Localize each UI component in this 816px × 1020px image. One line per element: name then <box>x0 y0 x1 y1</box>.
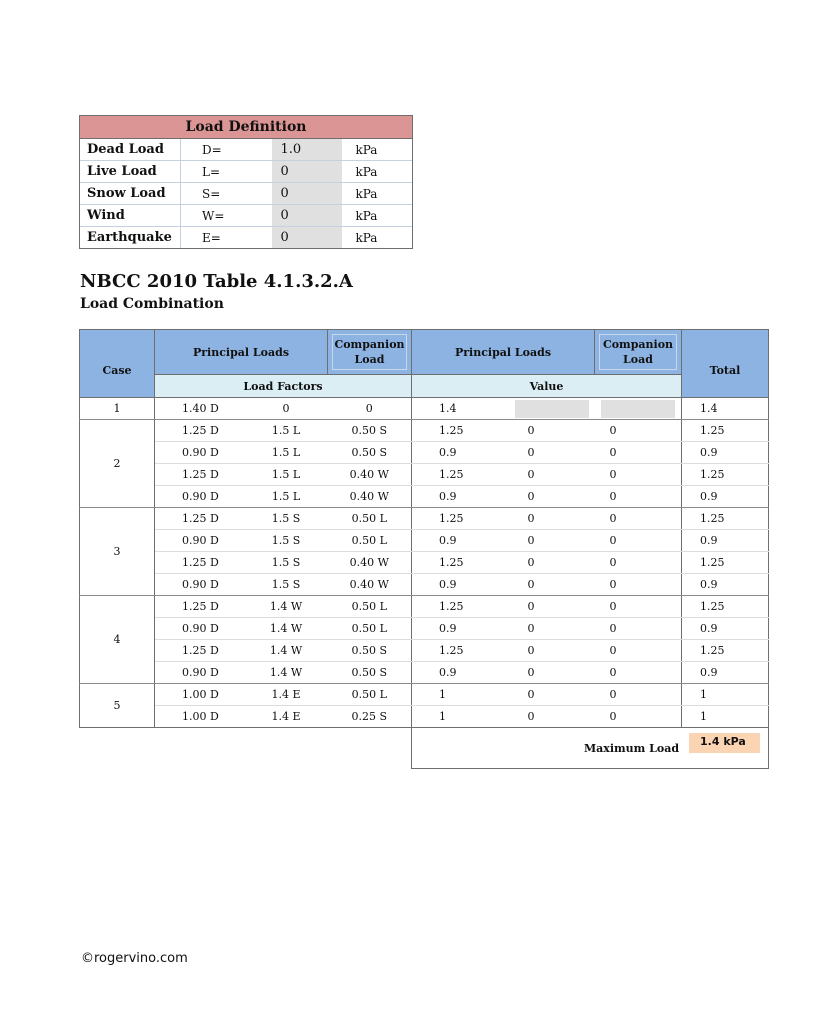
factor-companion: 0.50 L <box>328 618 412 640</box>
page-subtitle: Load Combination <box>80 296 224 312</box>
load-value: 0 <box>272 161 342 183</box>
factor-principal: 1.4 W <box>245 662 328 684</box>
total-value: 1.25 <box>682 596 769 618</box>
factor-dead: 1.25 D <box>155 640 245 662</box>
table-row <box>80 574 769 596</box>
value-dead: 1.25 <box>412 420 509 442</box>
total-value: 0.9 <box>682 486 769 508</box>
load-value: 1.0 <box>272 139 342 161</box>
value-companion: 0 <box>595 464 682 486</box>
maximum-load-value: 1.4 kPa <box>689 733 760 753</box>
total-value: 0.9 <box>682 618 769 640</box>
value-dead: 0.9 <box>412 442 509 464</box>
factor-companion: 0.50 S <box>328 662 412 684</box>
value-principal: 0 <box>509 508 595 530</box>
factor-principal: 1.5 S <box>245 508 328 530</box>
factor-principal: 1.5 S <box>245 530 328 552</box>
companion-load-header-label: Companion Load <box>332 334 407 370</box>
factor-dead: 1.00 D <box>155 684 245 706</box>
factor-principal: 0 <box>245 398 328 420</box>
factor-dead: 0.90 D <box>155 442 245 464</box>
factor-companion: 0.50 L <box>328 530 412 552</box>
value-companion: 0 <box>595 684 682 706</box>
case-number: 5 <box>80 684 155 728</box>
factor-dead: 0.90 D <box>155 530 245 552</box>
load-symbol: W= <box>181 205 272 227</box>
table-row <box>80 398 769 420</box>
factor-companion: 0.50 S <box>328 442 412 464</box>
table-row <box>80 596 769 618</box>
value-dead: 0.9 <box>412 574 509 596</box>
value-principal: 0 <box>509 662 595 684</box>
maximum-load-box <box>411 728 769 769</box>
principal-loads-value-header: Principal Loads <box>412 330 595 375</box>
case-number: 4 <box>80 596 155 684</box>
factor-companion: 0.40 W <box>328 552 412 574</box>
load-value: 0 <box>272 205 342 227</box>
value-dead: 1.25 <box>412 640 509 662</box>
case-number: 3 <box>80 508 155 596</box>
load-definition-table <box>79 115 413 249</box>
value-header: Value <box>412 375 682 398</box>
total-value: 1.25 <box>682 420 769 442</box>
factor-principal: 1.5 L <box>245 486 328 508</box>
factor-dead: 0.90 D <box>155 574 245 596</box>
factor-principal: 1.5 L <box>245 420 328 442</box>
load-unit: kPa <box>342 139 413 161</box>
value-principal: 0 <box>509 640 595 662</box>
table-row <box>80 552 769 574</box>
load-unit: kPa <box>342 183 413 205</box>
load-symbol: S= <box>181 183 272 205</box>
factor-principal: 1.4 W <box>245 596 328 618</box>
factor-dead: 0.90 D <box>155 662 245 684</box>
load-unit: kPa <box>342 205 413 227</box>
factor-principal: 1.5 L <box>245 442 328 464</box>
factor-principal: 1.4 E <box>245 706 328 728</box>
table-row <box>80 684 769 706</box>
value-companion: 0 <box>595 420 682 442</box>
maximum-load-label: Maximum Load <box>584 742 680 755</box>
factor-principal: 1.4 W <box>245 618 328 640</box>
value-companion: 0 <box>595 640 682 662</box>
factor-dead: 0.90 D <box>155 618 245 640</box>
value-dead: 1.25 <box>412 464 509 486</box>
load-name: Snow Load <box>80 183 181 205</box>
value-companion-empty <box>595 398 682 420</box>
value-principal: 0 <box>509 706 595 728</box>
factor-principal: 1.4 E <box>245 684 328 706</box>
table-row <box>80 464 769 486</box>
table-row <box>80 486 769 508</box>
value-principal: 0 <box>509 486 595 508</box>
factor-dead: 1.25 D <box>155 552 245 574</box>
companion-load-header <box>328 330 412 375</box>
case-number: 2 <box>80 420 155 508</box>
table-row <box>80 618 769 640</box>
factor-principal: 1.5 S <box>245 574 328 596</box>
copyright-notice: ©rogervino.com <box>81 951 188 966</box>
factor-dead: 1.40 D <box>155 398 245 420</box>
value-dead: 1.25 <box>412 552 509 574</box>
value-dead: 1 <box>412 706 509 728</box>
load-name: Wind <box>80 205 181 227</box>
value-companion: 0 <box>595 596 682 618</box>
table-row <box>80 420 769 442</box>
factor-companion: 0.50 L <box>328 596 412 618</box>
total-value: 1 <box>682 684 769 706</box>
total-value: 0.9 <box>682 662 769 684</box>
value-companion: 0 <box>595 552 682 574</box>
factor-dead: 0.90 D <box>155 486 245 508</box>
value-dead: 1.25 <box>412 508 509 530</box>
value-companion: 0 <box>595 508 682 530</box>
value-companion: 0 <box>595 486 682 508</box>
factor-companion: 0.50 L <box>328 508 412 530</box>
value-principal: 0 <box>509 552 595 574</box>
factor-companion: 0.40 W <box>328 464 412 486</box>
load-symbol: E= <box>181 227 272 249</box>
factor-companion: 0.50 S <box>328 640 412 662</box>
value-principal: 0 <box>509 420 595 442</box>
value-companion: 0 <box>595 574 682 596</box>
empty-value-shade <box>601 400 676 418</box>
table-row <box>80 706 769 728</box>
total-value: 1.25 <box>682 552 769 574</box>
case-header: Case <box>80 330 155 398</box>
load-name: Dead Load <box>80 139 181 161</box>
value-dead: 0.9 <box>412 618 509 640</box>
total-value: 1.4 <box>682 398 769 420</box>
load-unit: kPa <box>342 227 413 249</box>
total-value: 1.25 <box>682 640 769 662</box>
empty-value-shade <box>515 400 589 418</box>
load-definition-title: Load Definition <box>80 116 413 139</box>
factor-dead: 1.00 D <box>155 706 245 728</box>
factor-companion: 0.40 W <box>328 574 412 596</box>
load-definition-row <box>80 227 413 249</box>
value-companion: 0 <box>595 442 682 464</box>
load-value: 0 <box>272 227 342 249</box>
factor-dead: 1.25 D <box>155 596 245 618</box>
value-companion: 0 <box>595 530 682 552</box>
load-combination-table <box>79 329 769 728</box>
value-principal-empty <box>509 398 595 420</box>
total-header: Total <box>682 330 769 398</box>
factor-principal: 1.4 W <box>245 640 328 662</box>
value-dead: 0.9 <box>412 530 509 552</box>
value-principal: 0 <box>509 530 595 552</box>
value-dead: 1.4 <box>412 398 509 420</box>
load-factors-header: Load Factors <box>155 375 412 398</box>
total-value: 0.9 <box>682 442 769 464</box>
factor-companion: 0.40 W <box>328 486 412 508</box>
load-name: Earthquake <box>80 227 181 249</box>
factor-dead: 1.25 D <box>155 420 245 442</box>
page-title: NBCC 2010 Table 4.1.3.2.A <box>80 271 353 292</box>
load-definition-row <box>80 139 413 161</box>
factor-companion: 0.25 S <box>328 706 412 728</box>
value-dead: 1.25 <box>412 596 509 618</box>
table-row <box>80 662 769 684</box>
total-value: 0.9 <box>682 574 769 596</box>
value-principal: 0 <box>509 464 595 486</box>
total-value: 1.25 <box>682 464 769 486</box>
value-principal: 0 <box>509 596 595 618</box>
load-definition-row <box>80 205 413 227</box>
total-value: 0.9 <box>682 530 769 552</box>
factor-companion: 0.50 S <box>328 420 412 442</box>
load-definition-row <box>80 183 413 205</box>
value-principal: 0 <box>509 618 595 640</box>
total-value: 1.25 <box>682 508 769 530</box>
companion-load-value-header-label: Companion Load <box>599 334 677 370</box>
value-principal: 0 <box>509 574 595 596</box>
factor-principal: 1.5 L <box>245 464 328 486</box>
value-dead: 0.9 <box>412 662 509 684</box>
table-row <box>80 442 769 464</box>
table-row <box>80 640 769 662</box>
load-symbol: L= <box>181 161 272 183</box>
value-companion: 0 <box>595 618 682 640</box>
value-companion: 0 <box>595 662 682 684</box>
factor-companion: 0.50 L <box>328 684 412 706</box>
load-unit: kPa <box>342 161 413 183</box>
value-companion: 0 <box>595 706 682 728</box>
load-definition-row <box>80 161 413 183</box>
factor-principal: 1.5 S <box>245 552 328 574</box>
case-number: 1 <box>80 398 155 420</box>
load-value: 0 <box>272 183 342 205</box>
principal-loads-header: Principal Loads <box>155 330 328 375</box>
table-row <box>80 508 769 530</box>
value-dead: 1 <box>412 684 509 706</box>
factor-dead: 1.25 D <box>155 464 245 486</box>
companion-load-value-header <box>595 330 682 375</box>
value-principal: 0 <box>509 684 595 706</box>
load-symbol: D= <box>181 139 272 161</box>
total-value: 1 <box>682 706 769 728</box>
table-row <box>80 530 769 552</box>
factor-dead: 1.25 D <box>155 508 245 530</box>
factor-companion: 0 <box>328 398 412 420</box>
value-dead: 0.9 <box>412 486 509 508</box>
load-name: Live Load <box>80 161 181 183</box>
value-principal: 0 <box>509 442 595 464</box>
